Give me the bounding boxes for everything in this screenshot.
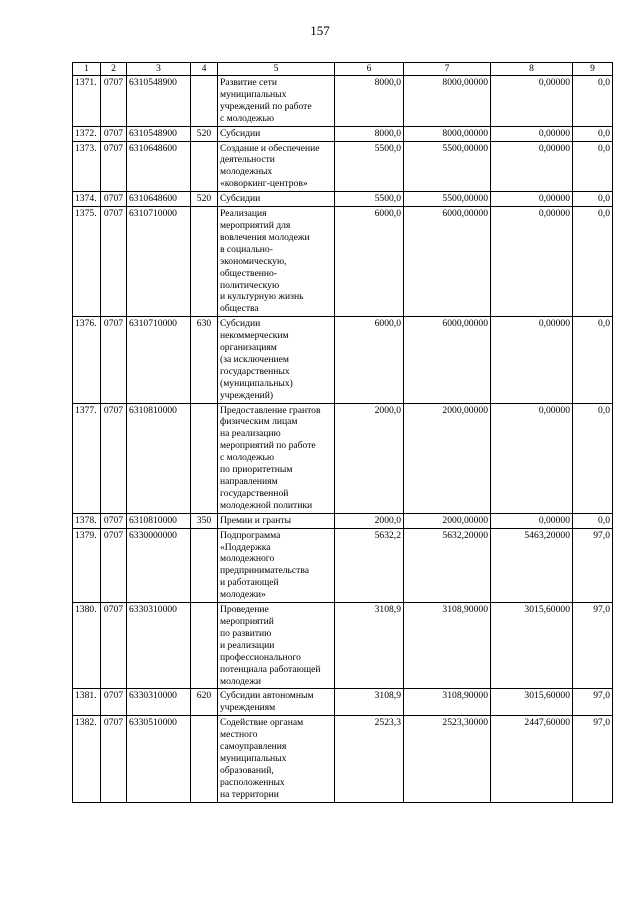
target-article-code: 6310548900 [127, 126, 191, 141]
executed-amount: 0,00000 [491, 192, 573, 207]
refined-plan-amount: 2000,00000 [404, 513, 491, 528]
column-header-1: 1 [73, 63, 101, 76]
row-number: 1380. [73, 603, 101, 689]
execution-percent: 0,0 [573, 141, 613, 192]
execution-percent: 97,0 [573, 603, 613, 689]
target-article-code: 6330310000 [127, 603, 191, 689]
executed-amount: 0,00000 [491, 513, 573, 528]
section-code: 0707 [101, 513, 127, 528]
executed-amount: 2447,60000 [491, 716, 573, 802]
item-name: Субсидии некоммерческим организациям (за исключением государственных (муниципальных) учреждений) [218, 317, 335, 403]
section-code: 0707 [101, 76, 127, 127]
row-number: 1375. [73, 207, 101, 317]
section-code: 0707 [101, 403, 127, 513]
table-row [73, 403, 613, 513]
column-header-5: 5 [218, 63, 335, 76]
target-article-code: 6310810000 [127, 403, 191, 513]
table-row [73, 603, 613, 689]
refined-plan-amount: 3108,90000 [404, 689, 491, 716]
column-header-9: 9 [573, 63, 613, 76]
section-code: 0707 [101, 528, 127, 602]
section-code: 0707 [101, 192, 127, 207]
page-number: 157 [310, 23, 330, 38]
table-row [73, 528, 613, 602]
table-row [73, 126, 613, 141]
executed-amount: 0,00000 [491, 76, 573, 127]
executed-amount: 5463,20000 [491, 528, 573, 602]
item-name: Реализация мероприятий для вовлечения молодежи в социально- экономическую, общественно- политическую и культурную жизнь общества [218, 207, 335, 317]
item-name: Премии и гранты [218, 513, 335, 528]
refined-plan-amount: 8000,00000 [404, 126, 491, 141]
target-article-code: 6310710000 [127, 207, 191, 317]
planned-amount: 5500,0 [335, 141, 404, 192]
table-row [73, 76, 613, 127]
refined-plan-amount: 6000,00000 [404, 207, 491, 317]
planned-amount: 8000,0 [335, 76, 404, 127]
expense-type-code: 520 [191, 126, 218, 141]
executed-amount: 0,00000 [491, 403, 573, 513]
expense-type-code: 630 [191, 317, 218, 403]
refined-plan-amount: 6000,00000 [404, 317, 491, 403]
column-header-7: 7 [404, 63, 491, 76]
refined-plan-amount: 8000,00000 [404, 76, 491, 127]
table-row [73, 317, 613, 403]
row-number: 1371. [73, 76, 101, 127]
target-article-code: 6330310000 [127, 689, 191, 716]
target-article-code: 6310648600 [127, 192, 191, 207]
execution-percent: 97,0 [573, 528, 613, 602]
target-article-code: 6330510000 [127, 716, 191, 802]
table-row [73, 689, 613, 716]
row-number: 1377. [73, 403, 101, 513]
execution-percent: 97,0 [573, 689, 613, 716]
item-name: Развитие сети муниципальных учреждений по работе с молодежью [218, 76, 335, 127]
row-number: 1374. [73, 192, 101, 207]
planned-amount: 2000,0 [335, 513, 404, 528]
column-header-2: 2 [101, 63, 127, 76]
execution-percent: 0,0 [573, 513, 613, 528]
planned-amount: 5632,2 [335, 528, 404, 602]
target-article-code: 6310548900 [127, 76, 191, 127]
header-row [73, 63, 613, 76]
planned-amount: 3108,9 [335, 689, 404, 716]
executed-amount: 0,00000 [491, 317, 573, 403]
item-name: Содействие органам местного самоуправления муниципальных образований, расположенных на территории [218, 716, 335, 802]
row-number: 1376. [73, 317, 101, 403]
executed-amount: 3015,60000 [491, 689, 573, 716]
section-code: 0707 [101, 689, 127, 716]
refined-plan-amount: 3108,90000 [404, 603, 491, 689]
table-row [73, 207, 613, 317]
item-name: Субсидии [218, 126, 335, 141]
column-header-8: 8 [491, 63, 573, 76]
row-number: 1372. [73, 126, 101, 141]
item-name: Субсидии автономным учреждениям [218, 689, 335, 716]
planned-amount: 3108,9 [335, 603, 404, 689]
execution-percent: 0,0 [573, 192, 613, 207]
refined-plan-amount: 2523,30000 [404, 716, 491, 802]
planned-amount: 2523,3 [335, 716, 404, 802]
refined-plan-amount: 5500,00000 [404, 141, 491, 192]
row-number: 1379. [73, 528, 101, 602]
execution-percent: 0,0 [573, 207, 613, 317]
row-number: 1382. [73, 716, 101, 802]
expense-type-code: 520 [191, 192, 218, 207]
column-header-4: 4 [191, 63, 218, 76]
column-header-3: 3 [127, 63, 191, 76]
executed-amount: 0,00000 [491, 126, 573, 141]
column-header-6: 6 [335, 63, 404, 76]
expense-type-code [191, 141, 218, 192]
expense-type-code [191, 207, 218, 317]
item-name: Предоставление грантов физическим лицам на реализацию мероприятий по работе с молодежью по приоритетным направлениям государственной молодежной политики [218, 403, 335, 513]
budget-table [72, 62, 613, 803]
section-code: 0707 [101, 126, 127, 141]
table-header [73, 63, 613, 76]
item-name: Проведение мероприятий по развитию и реализации профессионального потенциала работающей молодежи [218, 603, 335, 689]
expense-type-code [191, 716, 218, 802]
execution-percent: 0,0 [573, 126, 613, 141]
planned-amount: 5500,0 [335, 192, 404, 207]
target-article-code: 6310710000 [127, 317, 191, 403]
item-name: Подпрограмма «Поддержка молодежного предпринимательства и работающей молодежи» [218, 528, 335, 602]
executed-amount: 0,00000 [491, 141, 573, 192]
row-number: 1381. [73, 689, 101, 716]
section-code: 0707 [101, 317, 127, 403]
execution-percent: 0,0 [573, 317, 613, 403]
table-body [73, 76, 613, 803]
expense-type-code [191, 603, 218, 689]
refined-plan-amount: 5632,20000 [404, 528, 491, 602]
executed-amount: 3015,60000 [491, 603, 573, 689]
planned-amount: 6000,0 [335, 207, 404, 317]
execution-percent: 0,0 [573, 403, 613, 513]
target-article-code: 6330000000 [127, 528, 191, 602]
row-number: 1378. [73, 513, 101, 528]
execution-percent: 97,0 [573, 716, 613, 802]
expense-type-code [191, 528, 218, 602]
execution-percent: 0,0 [573, 76, 613, 127]
table-row [73, 513, 613, 528]
target-article-code: 6310648600 [127, 141, 191, 192]
expense-type-code: 620 [191, 689, 218, 716]
expense-type-code [191, 403, 218, 513]
planned-amount: 6000,0 [335, 317, 404, 403]
section-code: 0707 [101, 603, 127, 689]
row-number: 1373. [73, 141, 101, 192]
section-code: 0707 [101, 207, 127, 317]
executed-amount: 0,00000 [491, 207, 573, 317]
section-code: 0707 [101, 141, 127, 192]
table-row [73, 192, 613, 207]
planned-amount: 8000,0 [335, 126, 404, 141]
planned-amount: 2000,0 [335, 403, 404, 513]
item-name: Создание и обеспечение деятельности молодежных «коворкинг-центров» [218, 141, 335, 192]
expense-type-code: 350 [191, 513, 218, 528]
refined-plan-amount: 2000,00000 [404, 403, 491, 513]
table-row [73, 141, 613, 192]
item-name: Субсидии [218, 192, 335, 207]
target-article-code: 6310810000 [127, 513, 191, 528]
refined-plan-amount: 5500,00000 [404, 192, 491, 207]
expense-type-code [191, 76, 218, 127]
section-code: 0707 [101, 716, 127, 802]
table-row [73, 716, 613, 802]
